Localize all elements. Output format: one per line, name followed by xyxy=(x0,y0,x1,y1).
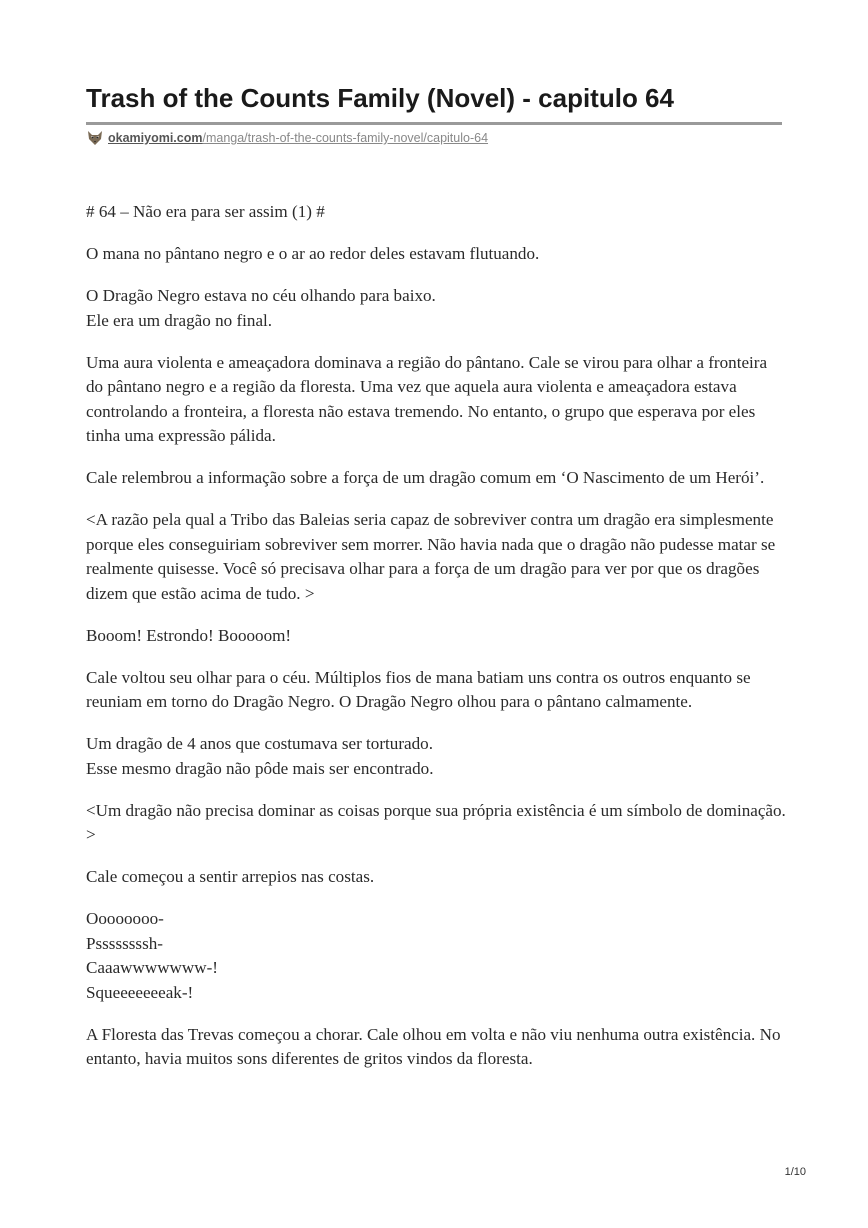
paragraph: <Um dragão não precisa dominar as coisas porque sua própria existência é um símbolo de dominação. > xyxy=(86,800,786,844)
paragraph: Cale voltou seu olhar para o céu. Múltiplos fios de mana batiam uns contra os outros enquanto se reuniam em torno do Dragão Negro. O Dragão Negro olhou para o pântano calmamente. xyxy=(86,667,751,711)
page-number: 1/10 xyxy=(784,1166,806,1178)
chapter-content xyxy=(86,200,786,1089)
page-title: Trash of the Counts Family (Novel) - capitulo 64 xyxy=(86,83,674,113)
paragraph: <A razão pela qual a Tribo das Baleias seria capaz de sobreviver contra um dragão era simplesmente porque eles conseguiriam sobreviver sem morrer. Não havia nada que o dragão não pudesse matar se realmente quisesse. Você só precisava olhar para a força de um dragão para ver por que os dragões dizem que estão acima de tudo. > xyxy=(86,510,776,603)
wolf-logo-icon xyxy=(86,129,104,147)
source-path[interactable]: /manga/trash-of-the-counts-family-novel/capitulo-64 xyxy=(202,131,489,145)
paragraph: O Dragão Negro estava no céu olhando para baixo. Ele era um dragão no final. xyxy=(86,286,436,330)
paragraph: Um dragão de 4 anos que costumava ser torturado. Esse mesmo dragão não pôde mais ser encontrado. xyxy=(86,734,434,778)
source-link[interactable] xyxy=(86,128,488,148)
chapter-heading: # 64 – Não era para ser assim (1) # xyxy=(86,202,325,221)
paragraph: A Floresta das Trevas começou a chorar. Cale olhou em volta e não viu nenhuma outra existência. No entanto, havia muitos sons diferentes de gritos vindos da floresta. xyxy=(86,1024,781,1068)
paragraph: O mana no pântano negro e o ar ao redor deles estavam flutuando. xyxy=(86,244,540,263)
source-domain[interactable]: okamiyomi.com xyxy=(108,131,203,145)
paragraph: Uma aura violenta e ameaçadora dominava a região do pântano. Cale se virou para olhar a fronteira do pântano negro e a região da floresta. Uma vez que aquela aura violenta e ameaçadora estava controlando a fronteira, a floresta não estava tremendo. No entanto, o grupo que esperava por eles tinha uma expressão pálida. xyxy=(86,352,768,445)
paragraph: Cale começou a sentir arrepios nas costas. xyxy=(86,867,375,886)
paragraph: Cale relembrou a informação sobre a força de um dragão comum em ‘O Nascimento de um Herói’. xyxy=(86,468,765,487)
paragraph: Oooooooo- Pssssssssh- Caaawwwwwww-! Squeeeeeeeak-! xyxy=(86,909,218,1002)
paragraph: Booom! Estrondo! Booooom! xyxy=(86,625,292,645)
title-divider xyxy=(86,122,782,125)
